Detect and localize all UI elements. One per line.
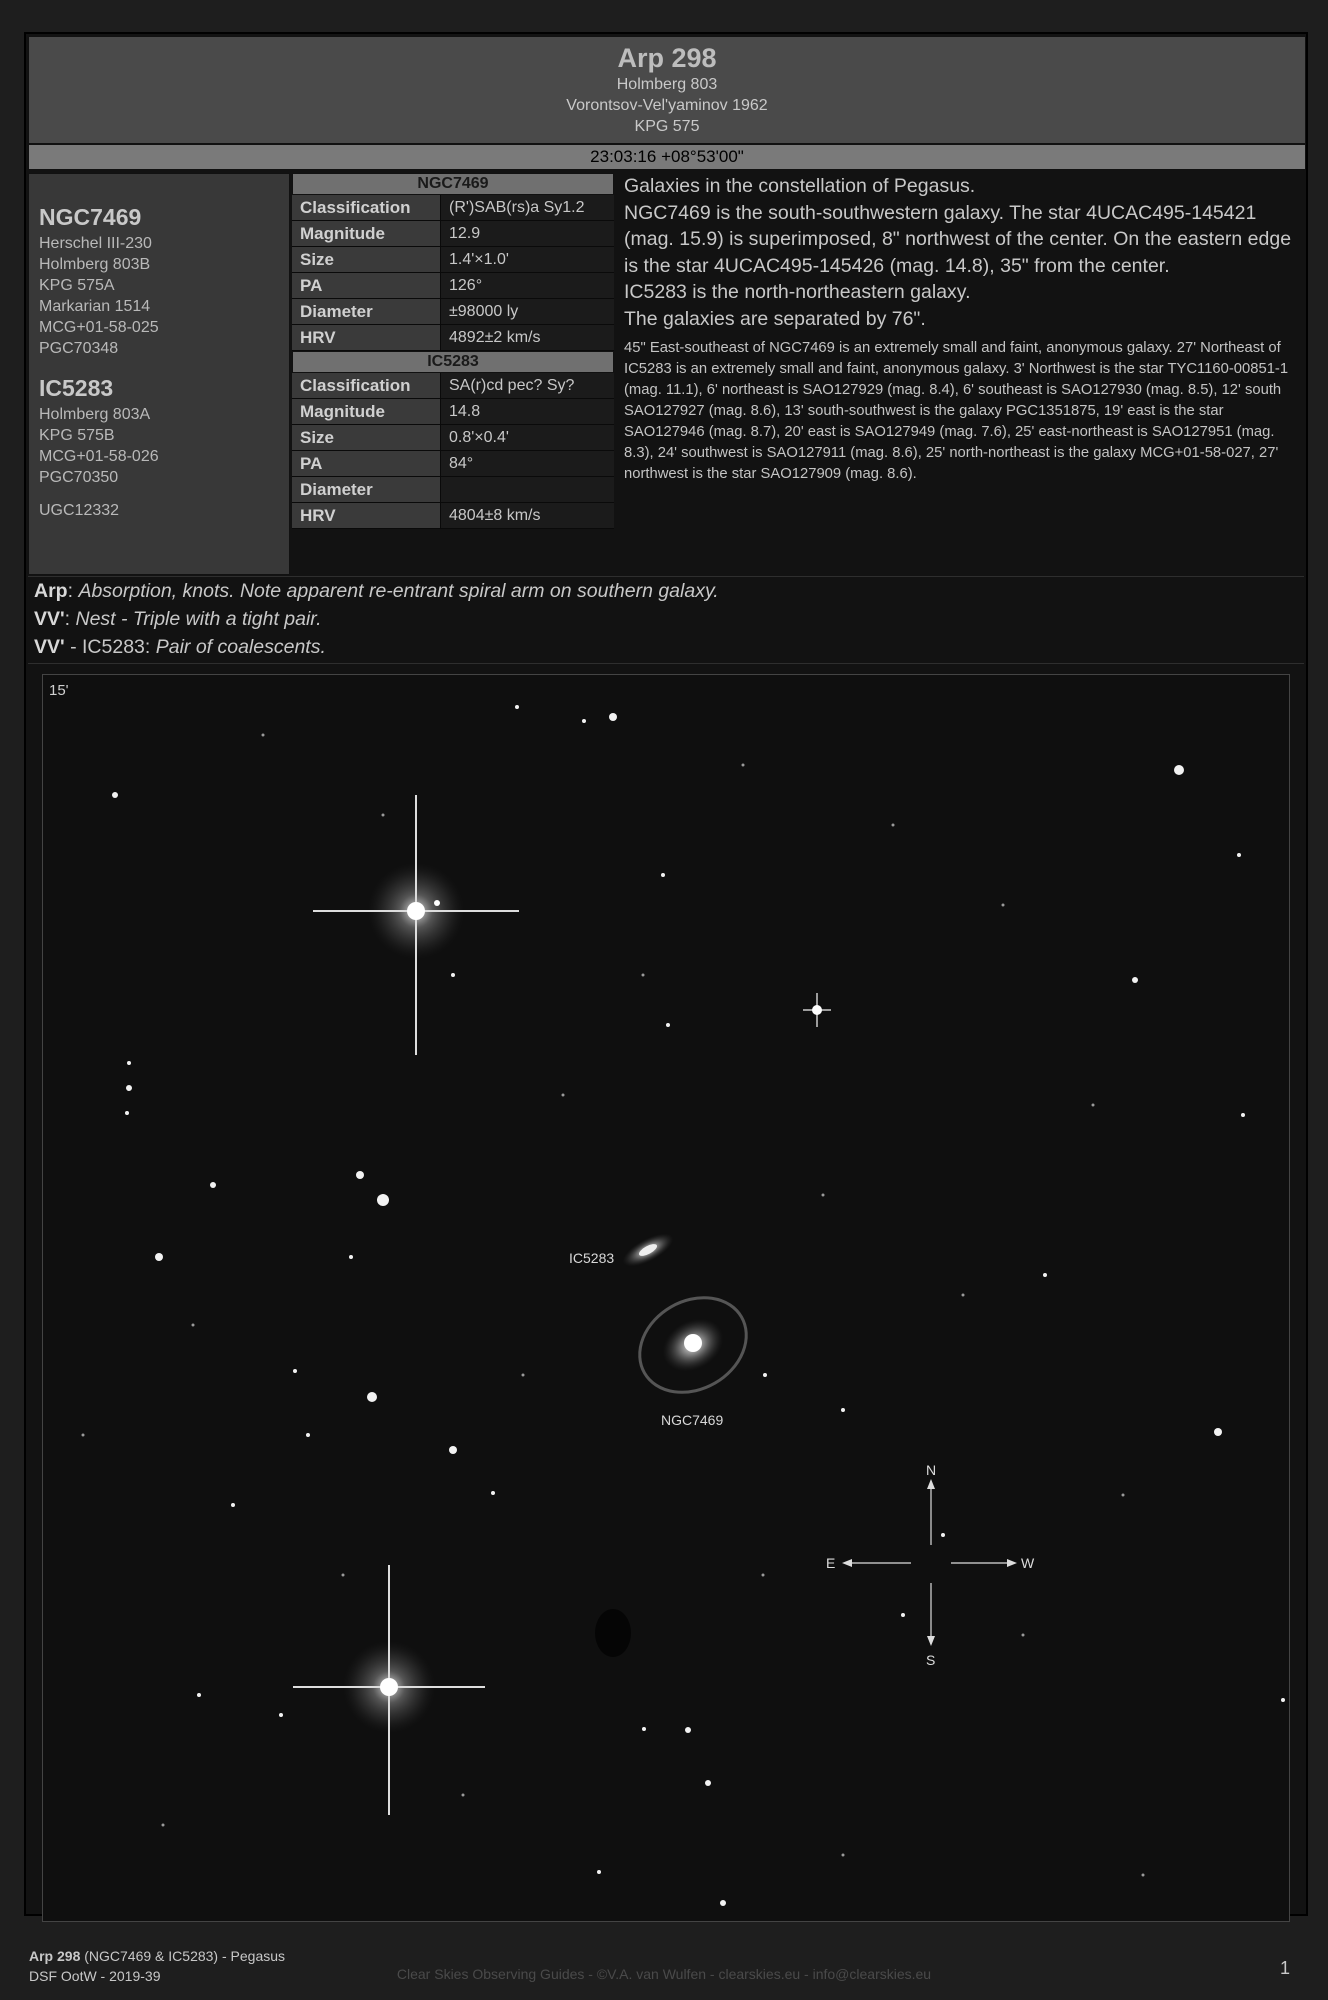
galaxy-alias: Holmberg 803A	[39, 406, 151, 423]
header-alias: KPG 575	[634, 118, 700, 135]
scale-label: 15'	[49, 682, 69, 699]
compass-e: E	[826, 1555, 836, 1571]
galaxy-name: NGC7469	[39, 204, 142, 230]
table-key: Magnitude	[292, 399, 441, 424]
table-row	[292, 503, 614, 529]
galaxy-alias: MCG+01-58-025	[39, 319, 159, 336]
galaxy-alias: Markarian 1514	[39, 298, 151, 315]
galaxy-alias: Herschel III-230	[39, 235, 152, 252]
description-text: Galaxies in the constellation of Pegasus.	[624, 175, 976, 197]
credit-line: Clear Skies Observing Guides - ©V.A. van Wulfen - clearskies.eu - info@clearskies.eu	[396, 1966, 932, 1982]
guide-sheet	[24, 32, 1308, 1916]
sky-image	[42, 674, 1290, 1922]
catalogue-notes	[28, 576, 1304, 664]
table-value: 4804±8 km/s	[441, 503, 614, 528]
table-row	[292, 325, 614, 351]
galaxy-name: IC5283	[39, 375, 114, 401]
table-key: HRV	[292, 503, 441, 528]
compass-n: N	[926, 1462, 937, 1478]
page-number: 1	[1280, 1958, 1291, 1978]
table-row	[292, 451, 614, 477]
table-value: 1.4'×1.0'	[441, 247, 614, 272]
header-panel	[28, 36, 1306, 144]
footer-title: Arp 298	[29, 1948, 81, 1964]
note-sep: -	[64, 636, 82, 658]
table-row	[292, 477, 614, 503]
note-label: VV'	[34, 636, 65, 658]
galaxy-alias: Holmberg 803B	[39, 256, 151, 273]
galaxy-alias: KPG 575B	[39, 427, 115, 444]
description-panel	[618, 173, 1304, 573]
note-line	[34, 605, 1304, 633]
ic5283-label: IC5283	[569, 1250, 615, 1266]
description-text: The galaxies are separated by 76".	[624, 307, 926, 330]
table-key: Size	[292, 425, 441, 450]
galaxy-alias: PGC70350	[39, 469, 119, 486]
header-alias: Vorontsov-Vel'yaminov 1962	[566, 97, 768, 114]
page-title: Arp 298	[617, 43, 717, 73]
note-extra: IC5283:	[82, 636, 156, 658]
note-sep: :	[64, 608, 76, 630]
table-key: PA	[292, 451, 441, 476]
ngc7469-label: NGC7469	[661, 1412, 724, 1428]
table-row	[292, 399, 614, 425]
note-line	[34, 577, 1304, 605]
note-label: VV'	[34, 608, 65, 630]
data-tables	[292, 173, 614, 573]
designations-panel	[28, 173, 290, 575]
footer-subtitle: (NGC7469 & IC5283) - Pegasus	[80, 1948, 286, 1964]
description-text: IC5283 is the north-northeastern galaxy.	[624, 281, 971, 303]
table-header: NGC7469	[292, 173, 614, 195]
note-sep: :	[67, 580, 79, 602]
table-value: 14.8	[441, 399, 614, 424]
coordinates-bar: 23:03:16 +08°53'00"	[28, 144, 1306, 170]
compass-s: S	[926, 1652, 936, 1668]
table-key: HRV	[292, 325, 441, 350]
table-row	[292, 373, 614, 399]
note-line	[34, 633, 1304, 661]
table-value: 12.9	[441, 221, 614, 246]
galaxy-alias: MCG+01-58-026	[39, 448, 159, 465]
table-row	[292, 273, 614, 299]
surroundings-text: 45" East-southeast of NGC7469 is an extremely small and faint, anonymous galaxy. 27' Northeast of IC5283 is an extremely small and faint, anonymous galaxy. 3' Northwest is the star TYC1160-00851-1 (mag. 11.1), 6' northeast is SAO127929 (mag. 8.4), 6' southeast is SAO127930 (mag. 8.5), 12' south SAO127927 (mag. 8.6), 13' south-southwest is the galaxy PGC1351875, 19' east is the star SAO127946 (mag. 8.7), 20' east is SAO127949 (mag. 7.6), 25' east-northeast is SAO127951 (mag. 8.3), 24' southwest is SAO127911 (mag. 8.6), 25' north-northeast is the galaxy MCG+01-58-027, 27' northwest is the star SAO127909 (mag. 8.6).	[624, 340, 1289, 482]
table-key: PA	[292, 273, 441, 298]
table-header: IC5283	[292, 351, 614, 373]
table-key: Classification	[292, 373, 441, 398]
table-key: Magnitude	[292, 221, 441, 246]
footer-edition: DSF OotW - 2019-39	[29, 1968, 161, 1984]
table-value: 84°	[441, 451, 614, 476]
sky-background	[43, 675, 1289, 1921]
table-row	[292, 221, 614, 247]
note-label: Arp	[34, 580, 68, 602]
star-field	[43, 675, 1289, 1921]
table-row	[292, 425, 614, 451]
table-value: ±98000 ly	[441, 299, 614, 324]
table-row	[292, 247, 614, 273]
table-row	[292, 195, 614, 221]
galaxy-alias: UGC12332	[39, 502, 120, 519]
table-value	[441, 477, 614, 502]
table-key: Diameter	[292, 299, 441, 324]
description-text: NGC7469 is the south-southwestern galaxy. The star 4UCAC495-145421 (mag. 15.9) is superimposed, 8" northwest of the center. On the eastern edge is the star 4UCAC495-145426 (mag. 14.8), 35" from the center.	[624, 201, 1292, 277]
galaxy-alias: PGC70348	[39, 340, 119, 357]
table-key: Size	[292, 247, 441, 272]
header-alias: Holmberg 803	[616, 76, 718, 93]
table-value: 126°	[441, 273, 614, 298]
note-text: Absorption, knots. Note apparent re-entrant spiral arm on southern galaxy.	[78, 580, 719, 602]
table-row	[292, 299, 614, 325]
table-key: Classification	[292, 195, 441, 220]
note-text: Pair of coalescents.	[155, 636, 326, 658]
dark-blob	[595, 1609, 631, 1657]
galaxy-alias: KPG 575A	[39, 277, 115, 294]
table-value: (R')SAB(rs)a Sy1.2	[441, 195, 614, 220]
table-key: Diameter	[292, 477, 441, 502]
compass-w: W	[1021, 1555, 1035, 1571]
table-value: 4892±2 km/s	[441, 325, 614, 350]
table-value: SA(r)cd pec? Sy?	[441, 373, 614, 398]
note-text: Nest - Triple with a tight pair.	[75, 608, 322, 630]
footer-line	[29, 1946, 285, 1966]
table-value: 0.8'×0.4'	[441, 425, 614, 450]
